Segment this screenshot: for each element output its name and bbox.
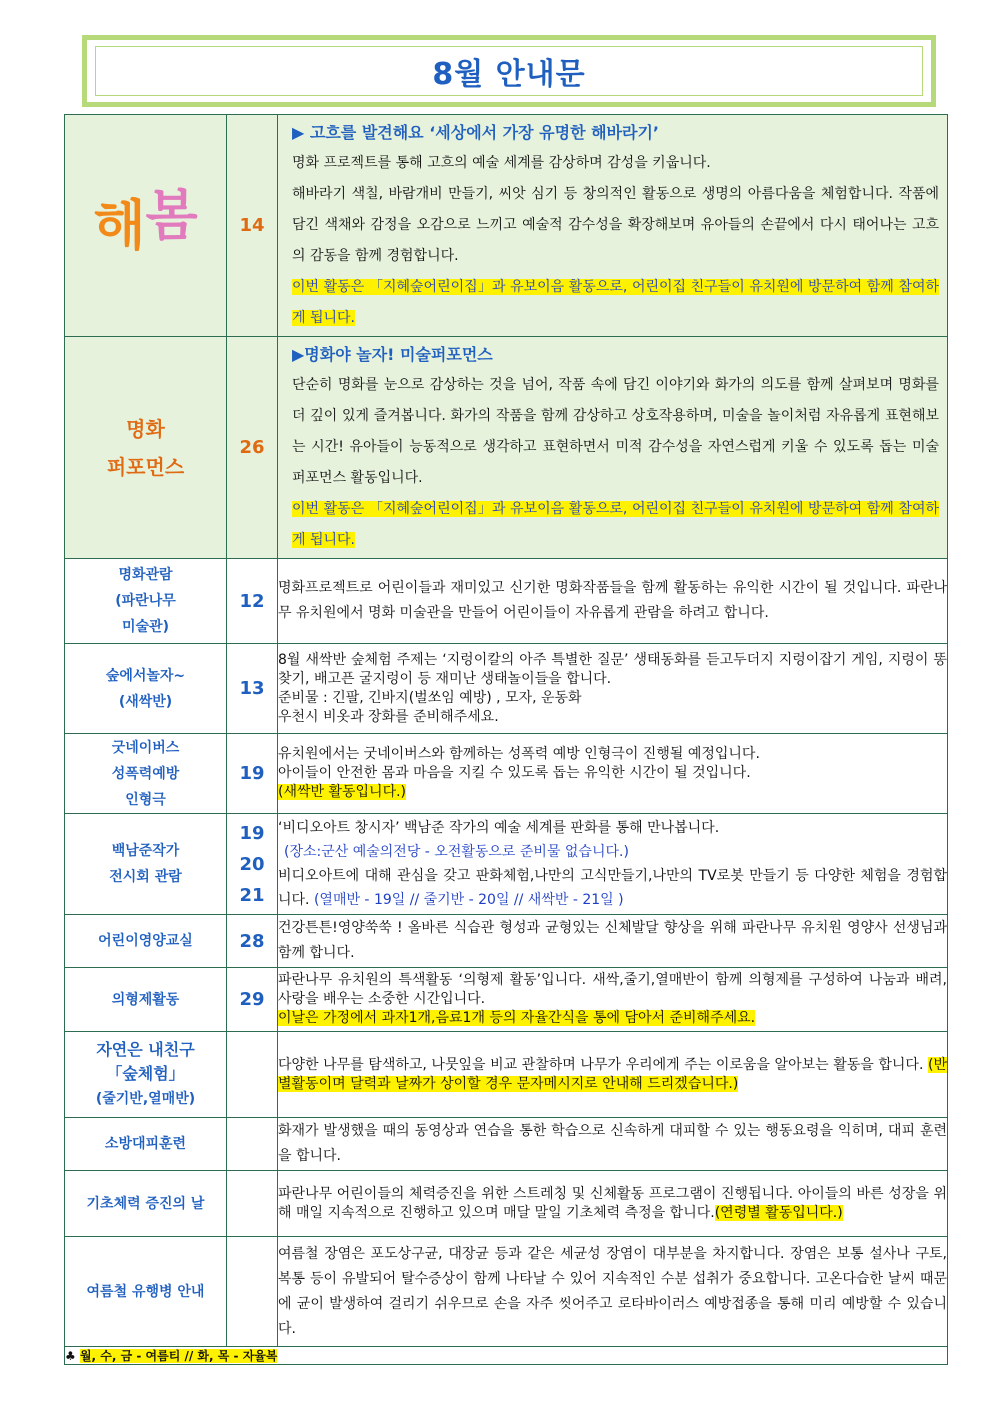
row-description xyxy=(278,968,948,1032)
title-frame xyxy=(82,35,936,107)
row-name: 기초체력 증진의 날 xyxy=(86,1195,205,1212)
row-date xyxy=(227,1237,278,1347)
row-name-cell xyxy=(65,814,227,915)
row-description: 건강튼튼!영양쑥쑥 ! 올바른 식습관 형성과 균형있는 신체발달 향상을 위해 파란나무 유치원 영양사 선생님과 함께 합니다. xyxy=(278,915,948,968)
club-icon: ♣ xyxy=(65,1348,76,1363)
row-description: 명화프로젝트로 어린이들과 재미있고 신기한 명화작품들을 함께 활동하는 유익한 시간이 될 것입니다. 파란나무 유치원에서 명화 미술관을 만들어 어린이들이 자유롭게 관람을 하려고 합니다. xyxy=(278,559,948,644)
row-text: 준비물 : 긴팔, 긴바지(벌쏘임 예방) , 모자, 운동화 xyxy=(278,689,582,706)
row-date xyxy=(227,1032,278,1118)
row-name: 소방대피훈련 xyxy=(104,1136,187,1152)
row-name: 어린이영양교실 xyxy=(98,933,193,949)
row-note: (반별활동이며 달력과 날짜가 상이할 경우 문자메시지로 안내해 드리겠습니다.) xyxy=(278,1056,947,1092)
row-date: 29 xyxy=(227,968,278,1032)
row-date: 21 xyxy=(239,884,265,906)
row-name: 의형제활동 xyxy=(111,991,180,1008)
table-row xyxy=(65,814,948,915)
row-description: 여름철 장염은 포도상구균, 대장균 등과 같은 세균성 장염이 대부분을 차지합니다. 장염은 보통 설사나 구토, 복통 등이 유발되어 탈수증상이 함께 나타날 수 있어 지속적인 수분 섭취가 중요합니다. 고온다습한 날씨 때문에 균이 발생하여 걸리기 쉬우므로 손을 자주 씻어주고 로타바이러스 예방접종을 통해 미리 예방할 수 있습니다. xyxy=(278,1237,948,1347)
page-title: 8월 안내문 xyxy=(432,57,586,92)
row-name-cell xyxy=(65,559,227,644)
row-name-cell xyxy=(65,337,227,559)
table-row xyxy=(65,915,948,968)
spring-logo: 해봄 xyxy=(93,183,198,257)
row-note: (열매반 - 19일 // 줄기반 - 20일 // 새싹반 - 21일 ) xyxy=(313,892,624,908)
row-text: 8월 새싹반 숲체험 주제는 ‘지렁이칼의 아주 특별한 질문’ 생태동화를 듣고두더지 지렁이잡기 게임, 지렁이 똥찾기, 배고픈 굴지렁이 등 재미난 생태놀이들을 합니다. xyxy=(278,651,947,687)
dress-code-note: 월, 수, 금 - 여름티 // 화, 목 - 자율복 xyxy=(79,1348,278,1363)
row-name: 백남준작가 xyxy=(111,843,180,859)
row-name: 전시회 관람 xyxy=(109,869,182,885)
row-name: 퍼포먼스 xyxy=(106,454,185,479)
row-text: 파란나무 유치원의 특색활동 ‘의형제 활동’입니다. 새싹,줄기,열매반이 함께 의형제를 구성하여 나눔과 배려, 사랑을 배우는 소중한 시간입니다. xyxy=(278,972,947,1007)
row-date: 26 xyxy=(227,337,278,559)
schedule-table xyxy=(64,114,948,1365)
row-name-cell xyxy=(65,1237,227,1347)
row-text: 아이들이 안전한 몸과 마음을 지킬 수 있도록 돕는 유익한 시간이 될 것입니다. xyxy=(278,765,751,781)
row-name: 인형극 xyxy=(125,791,166,808)
row-name: 숲에서놀자~ xyxy=(105,667,186,684)
row-description: 화재가 발생했을 때의 동영상과 연습을 통한 학습으로 신속하게 대피할 수 있는 행동요령을 익히며, 대피 훈련을 합니다. xyxy=(278,1118,948,1171)
row-heading: ▶ 고흐를 발견해요 ‘세상에서 가장 유명한 해바라기’ xyxy=(292,123,660,142)
row-name-cell xyxy=(65,1171,227,1237)
row-heading: ▶명화야 놀자! 미술퍼포먼스 xyxy=(292,345,493,364)
row-date: 19 xyxy=(239,822,265,844)
row-name-cell xyxy=(65,644,227,734)
row-note: (새싹반 활동입니다.) xyxy=(278,784,407,800)
table-row xyxy=(65,559,948,644)
row-name-cell xyxy=(65,915,227,968)
row-date: 19 xyxy=(227,734,278,814)
table-row xyxy=(65,1118,948,1171)
row-text: 명화 프로젝트를 통해 고흐의 예술 세계를 감상하며 감성을 키웁니다. xyxy=(292,155,711,171)
row-date xyxy=(227,1171,278,1237)
row-description xyxy=(278,337,948,559)
row-date: 28 xyxy=(227,915,278,968)
row-name: (파란나무 xyxy=(115,593,176,609)
row-description xyxy=(278,814,948,915)
row-name-cell xyxy=(65,734,227,814)
row-name: 여름철 유행병 안내 xyxy=(86,1283,205,1300)
row-name: 명화관람 xyxy=(118,567,173,583)
row-description xyxy=(278,1171,948,1237)
row-text: 유치원에서는 굿네이버스와 함께하는 성폭력 예방 인형극이 진행될 예정입니다. xyxy=(278,746,760,762)
row-name: 미술관) xyxy=(122,619,169,635)
row-name: 명화 xyxy=(126,416,165,441)
row-note: 이번 활동은 「지혜숲어린이집」과 유보이음 활동으로, 어린이집 친구들이 유치원에 방문하여 함께 참여하게 됩니다. xyxy=(292,501,939,548)
row-name: 「숲체험」 xyxy=(106,1063,185,1083)
table-row xyxy=(65,337,948,559)
title-inner-frame xyxy=(95,46,923,96)
row-name: (줄기반,열매반) xyxy=(95,1090,196,1107)
row-date: 14 xyxy=(227,115,278,337)
row-name-cell xyxy=(65,1032,227,1118)
row-name-cell xyxy=(65,968,227,1032)
row-text: 단순히 명화를 눈으로 감상하는 것을 넘어, 작품 속에 담긴 이야기와 화가의 의도를 함께 살펴보며 명화를 더 깊이 있게 즐겨봅니다. 화가의 작품을 함께 감상하고 상호작용하며, 미술을 놀이처럼 자유롭게 표현해보는 시간! 유아들이 능동적으로 생각하고 표현하면서 미적 감수성을 자연스럽게 키울 수 있도록 돕는 미술 퍼포먼스 활동입니다. xyxy=(292,377,939,486)
row-description xyxy=(278,1032,948,1118)
table-row xyxy=(65,734,948,814)
row-text: 우천시 비옷과 장화를 준비해주세요. xyxy=(278,708,499,725)
row-text: 비디오아트에 대해 관심을 갖고 판화체험,나만의 고식만들기,나만의 TV로봇 만들기 등 다양한 체험을 경험합니다. xyxy=(278,868,947,908)
row-description xyxy=(278,115,948,337)
row-date-cell xyxy=(227,814,278,915)
row-text: 파란나무 어린이들의 체력증진을 위한 스트레칭 및 신체활동 프로그램이 진행됩니다. 아이들의 바른 성장을 위해 매일 지속적으로 진행하고 있으며 매달 말일 기초체력 측정을 합니다. xyxy=(278,1185,947,1221)
footer-row xyxy=(65,1347,948,1365)
row-date xyxy=(227,1118,278,1171)
row-date: 13 xyxy=(227,644,278,734)
row-note: 이번 활동은 「지혜숲어린이집」과 유보이음 활동으로, 어린이집 친구들이 유치원에 방문하여 함께 참여하게 됩니다. xyxy=(292,279,939,326)
row-name-cell xyxy=(65,115,227,337)
table-row xyxy=(65,115,948,337)
table-row xyxy=(65,1237,948,1347)
row-description xyxy=(278,734,948,814)
row-name: (새싹반) xyxy=(118,693,173,710)
footer-cell xyxy=(65,1347,948,1365)
row-name: 굿네이버스 xyxy=(111,739,180,756)
row-text: ‘비디오아트 창시자’ 백남준 작가의 예술 세계를 판화를 통해 만나봅니다. xyxy=(278,820,720,836)
row-text: 해바라기 색칠, 바람개비 만들기, 씨앗 심기 등 창의적인 활동으로 생명의 아름다움을 체험합니다. 작품에 담긴 색채와 감정을 오감으로 느끼고 예술적 감수성을 확장해보며 유아들의 손끝에서 다시 태어나는 고흐의 감동을 함께 경험합니다. xyxy=(292,186,939,264)
table-row xyxy=(65,644,948,734)
row-text: (장소:군산 예술의전당 - 오전활동으로 준비물 없습니다.) xyxy=(284,844,629,860)
table-row xyxy=(65,968,948,1032)
row-name: 성폭력예방 xyxy=(111,765,180,782)
row-name: 자연은 내친구 xyxy=(96,1039,195,1059)
table-row xyxy=(65,1171,948,1237)
row-note: (연령별 활동입니다.) xyxy=(714,1204,843,1221)
row-date: 12 xyxy=(227,559,278,644)
row-description xyxy=(278,644,948,734)
row-note: 이날은 가정에서 과자1개,음료1개 등의 자율간식을 통에 담아서 준비해주세요. xyxy=(278,1010,756,1026)
row-text: 다양한 나무를 탐색하고, 나뭇잎을 비교 관찰하며 나무가 우리에게 주는 이로움을 알아보는 활동을 합니다. xyxy=(278,1056,924,1073)
row-name-cell xyxy=(65,1118,227,1171)
row-date: 20 xyxy=(239,853,265,875)
table-row xyxy=(65,1032,948,1118)
